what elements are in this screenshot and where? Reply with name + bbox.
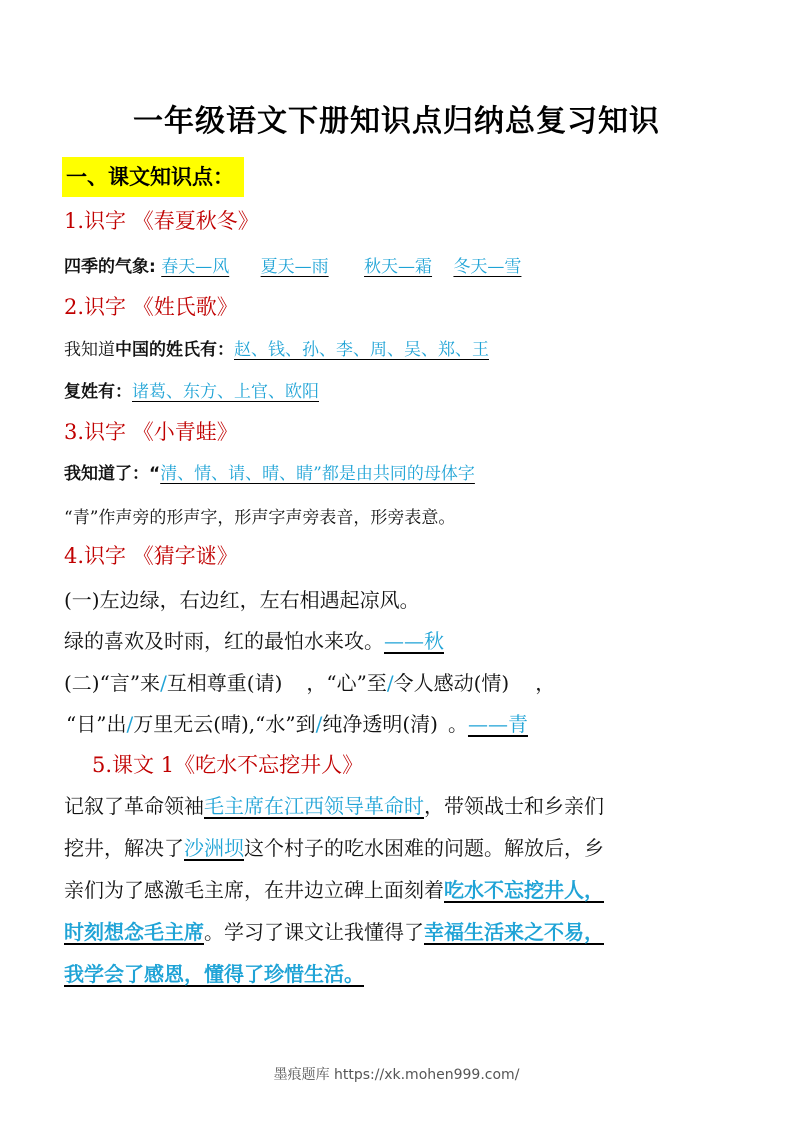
lesson5-highlight: 毛主席在江西领导革命时 <box>204 794 424 818</box>
lesson5-text: 亲们为了感激毛主席，在井边立碑上面刻着 <box>64 878 444 902</box>
riddle2-text: (二)“言”来 <box>64 671 161 695</box>
lesson5-text: 记叙了革命领袖 <box>64 794 204 818</box>
slash-mark: / <box>386 671 394 695</box>
lesson5-text: 。学习了课文让我懂得了 <box>204 920 424 944</box>
lesson2-answer: 赵、钱、孙、李、周、吴、郑、王 <box>234 340 489 360</box>
lesson5-highlight: 沙洲坝 <box>184 836 244 860</box>
riddle2-text: 令人感动(情) <box>393 671 510 695</box>
riddle1-text: 绿的喜欢及时雨，红的最怕水来攻。 <box>64 629 384 653</box>
lesson5-text: 挖井，解决了 <box>64 836 184 860</box>
lesson1-item: 冬天—雪 <box>453 257 522 277</box>
lesson2-heading: 2.识字 《姓氏歌》 <box>64 295 238 319</box>
riddle2-text: “日”出 <box>66 712 127 736</box>
lesson5-heading: 5.课文 1《吃水不忘挖井人》 <box>92 753 364 777</box>
slash-mark: / <box>160 671 167 695</box>
lesson5-para-line1 <box>64 790 604 819</box>
riddle1-answer: ——秋 <box>384 629 444 653</box>
lesson5-para-line5 <box>64 958 364 987</box>
lesson5-highlight: 吃水不忘挖井人， <box>444 878 604 902</box>
lesson2-bold: 中国的姓氏有： <box>115 340 234 360</box>
lesson5-para-line2 <box>64 832 604 861</box>
riddle2-line2 <box>66 708 528 737</box>
riddle2-text: 互相尊重(请) <box>166 671 283 695</box>
lesson1-heading: 1.识字 《春夏秋冬》 <box>64 209 259 233</box>
lesson3-answer: 清、情、请、晴、睛”都是由共同的母体字 <box>160 464 475 484</box>
lesson1-item: 夏天—雨 <box>260 257 329 277</box>
lesson5-highlight: 我学会了感恩，懂得了珍惜生活。 <box>64 962 364 986</box>
lesson3-heading: 3.识字 《小青蛙》 <box>64 420 238 444</box>
riddle1-line2 <box>64 625 444 654</box>
lesson2-prefix: 我知道 <box>64 340 115 360</box>
lesson5-highlight: 幸福生活来之不易， <box>424 920 604 944</box>
riddle2-text: 万里无云(晴),“水”到 <box>133 712 316 736</box>
lesson2-compound-label: 复姓有： <box>64 382 132 402</box>
lesson2-compound-answer: 诸葛、东方、上官、欧阳 <box>132 382 319 402</box>
lesson5-text: 这个村子的吃水困难的问题。解放后，乡 <box>244 836 604 860</box>
lesson5-para-line3 <box>64 874 604 903</box>
lesson3-line2: “青”作声旁的形声字，形声字声旁表音，形旁表意。 <box>64 508 456 528</box>
lesson1-item: 秋天—霜 <box>364 257 433 277</box>
riddle1-line1: (一)左边绿，右边红，左右相遇起凉风。 <box>64 588 420 612</box>
lesson3-line1 <box>64 459 475 484</box>
section-heading: 一、课文知识点： <box>62 157 244 197</box>
lesson5-para-line4 <box>64 916 604 945</box>
lesson2-line1 <box>64 335 489 360</box>
riddle2-text: ， <box>535 671 556 695</box>
lesson1-line <box>64 252 521 277</box>
riddle2-text: ，“心”至 <box>306 671 387 695</box>
slash-mark: / <box>315 712 323 736</box>
riddle2-line1 <box>64 667 555 696</box>
riddle2-answer: ——青 <box>467 712 528 736</box>
page-title: 一年级语文下册知识点归纳总复习知识 <box>133 104 660 139</box>
lesson4-heading: 4.识字 《猜字谜》 <box>64 544 238 568</box>
lesson1-item: 春天—风 <box>161 257 230 277</box>
lesson3-prefix: 我知道了：“ <box>64 464 161 484</box>
lesson2-line2 <box>64 377 319 402</box>
lesson1-label: 四季的气象: <box>64 257 156 277</box>
riddle2-text: 纯净透明(清) <box>322 712 438 736</box>
lesson5-text: ，带领战士和乡亲们 <box>424 794 604 818</box>
footer-watermark: 墨痕题库 https://xk.mohen999.com/ <box>273 1067 520 1083</box>
riddle2-text: 。 <box>447 712 468 736</box>
lesson5-highlight: 时刻想念毛主席 <box>64 920 204 944</box>
slash-mark: / <box>126 712 134 736</box>
